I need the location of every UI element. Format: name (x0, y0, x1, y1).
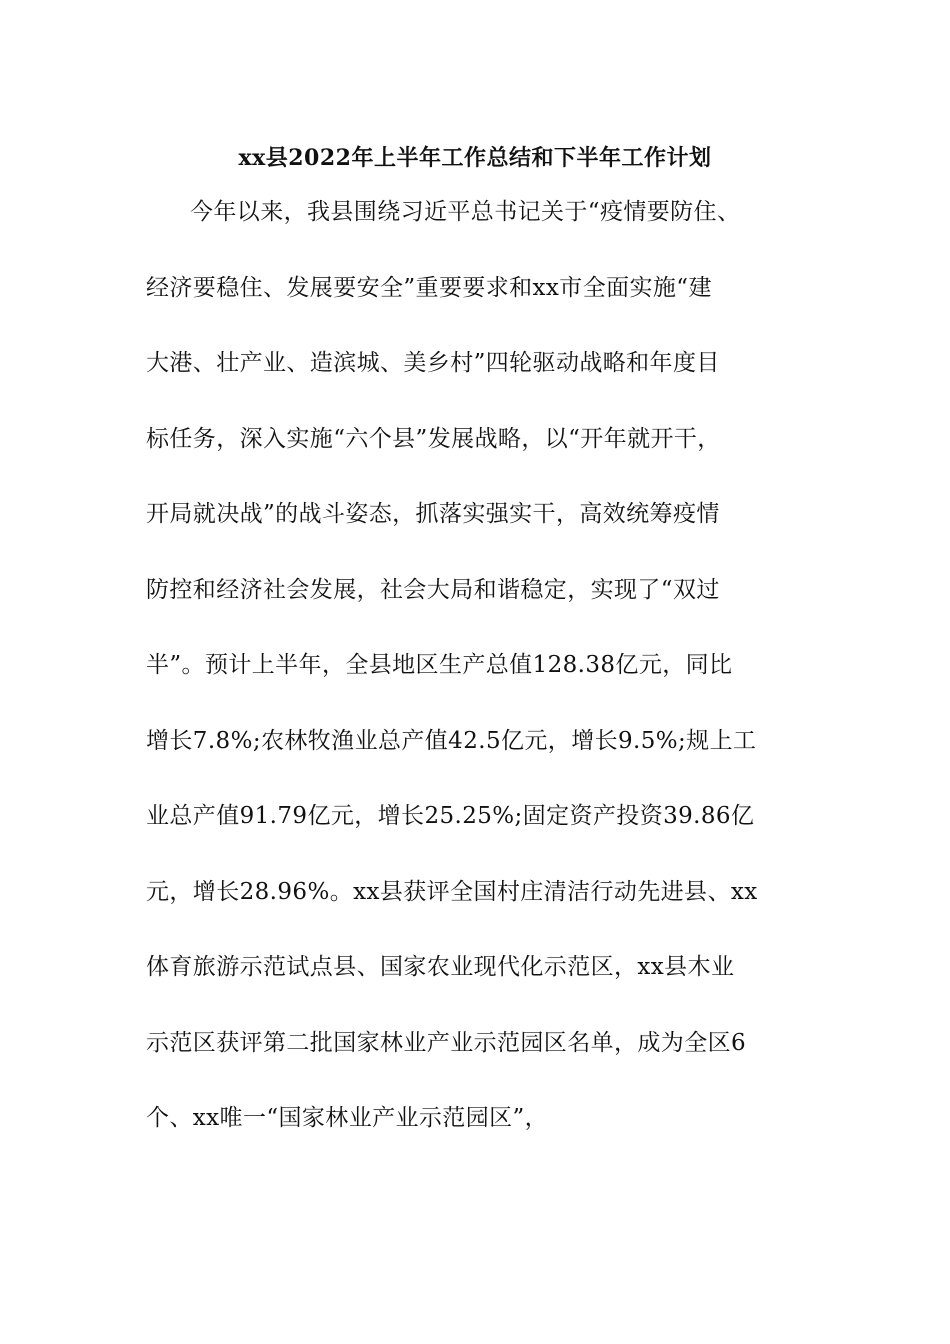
paragraph-line: 半”。预计上半年，全县地区生产总值128.38亿元，同比 (146, 652, 733, 678)
paragraph-line: 示范区获评第二批国家林业产业示范园区名单，成为全区6 (146, 1029, 747, 1056)
paragraph-line: 防控和经济社会发展，社会大局和谐稳定，实现了“双过 (146, 576, 720, 603)
paragraph-line: 体育旅游示范试点县、国家农业现代化示范区，xx县木业 (146, 954, 735, 980)
paragraph-line: 个、xx唯一“国家林业产业示范园区”， (146, 1105, 549, 1131)
paragraph-line: 今年以来，我县围绕习近平总书记关于“疫情要防住、 (190, 199, 741, 225)
paragraph-line: 开局就决战”的战斗姿态，抓落实强实干，高效统筹疫情 (146, 501, 720, 527)
document-body (146, 175, 806, 1157)
paragraph-line: 元，增长28.96%。xx县获评全国村庄清洁行动先进县、xx (146, 878, 758, 905)
paragraph-line: 经济要稳住、发展要安全”重要要求和xx市全面实施“建 (146, 274, 712, 301)
paragraph-line: 标任务，深入实施“六个县”发展战略，以“开年就开干， (146, 425, 721, 452)
paragraph-line: 大港、壮产业、造滨城、美乡村”四轮驱动战略和年度目 (146, 350, 720, 376)
paragraph-line: 增长7.8%;农林牧渔业总产值42.5亿元，增长9.5%;规上工 (146, 727, 757, 754)
document-title: xx县2022年上半年工作总结和下半年工作计划 (238, 145, 712, 171)
paragraph-line: 业总产值91.79亿元，增长25.25%;固定资产投资39.86亿 (146, 803, 755, 829)
